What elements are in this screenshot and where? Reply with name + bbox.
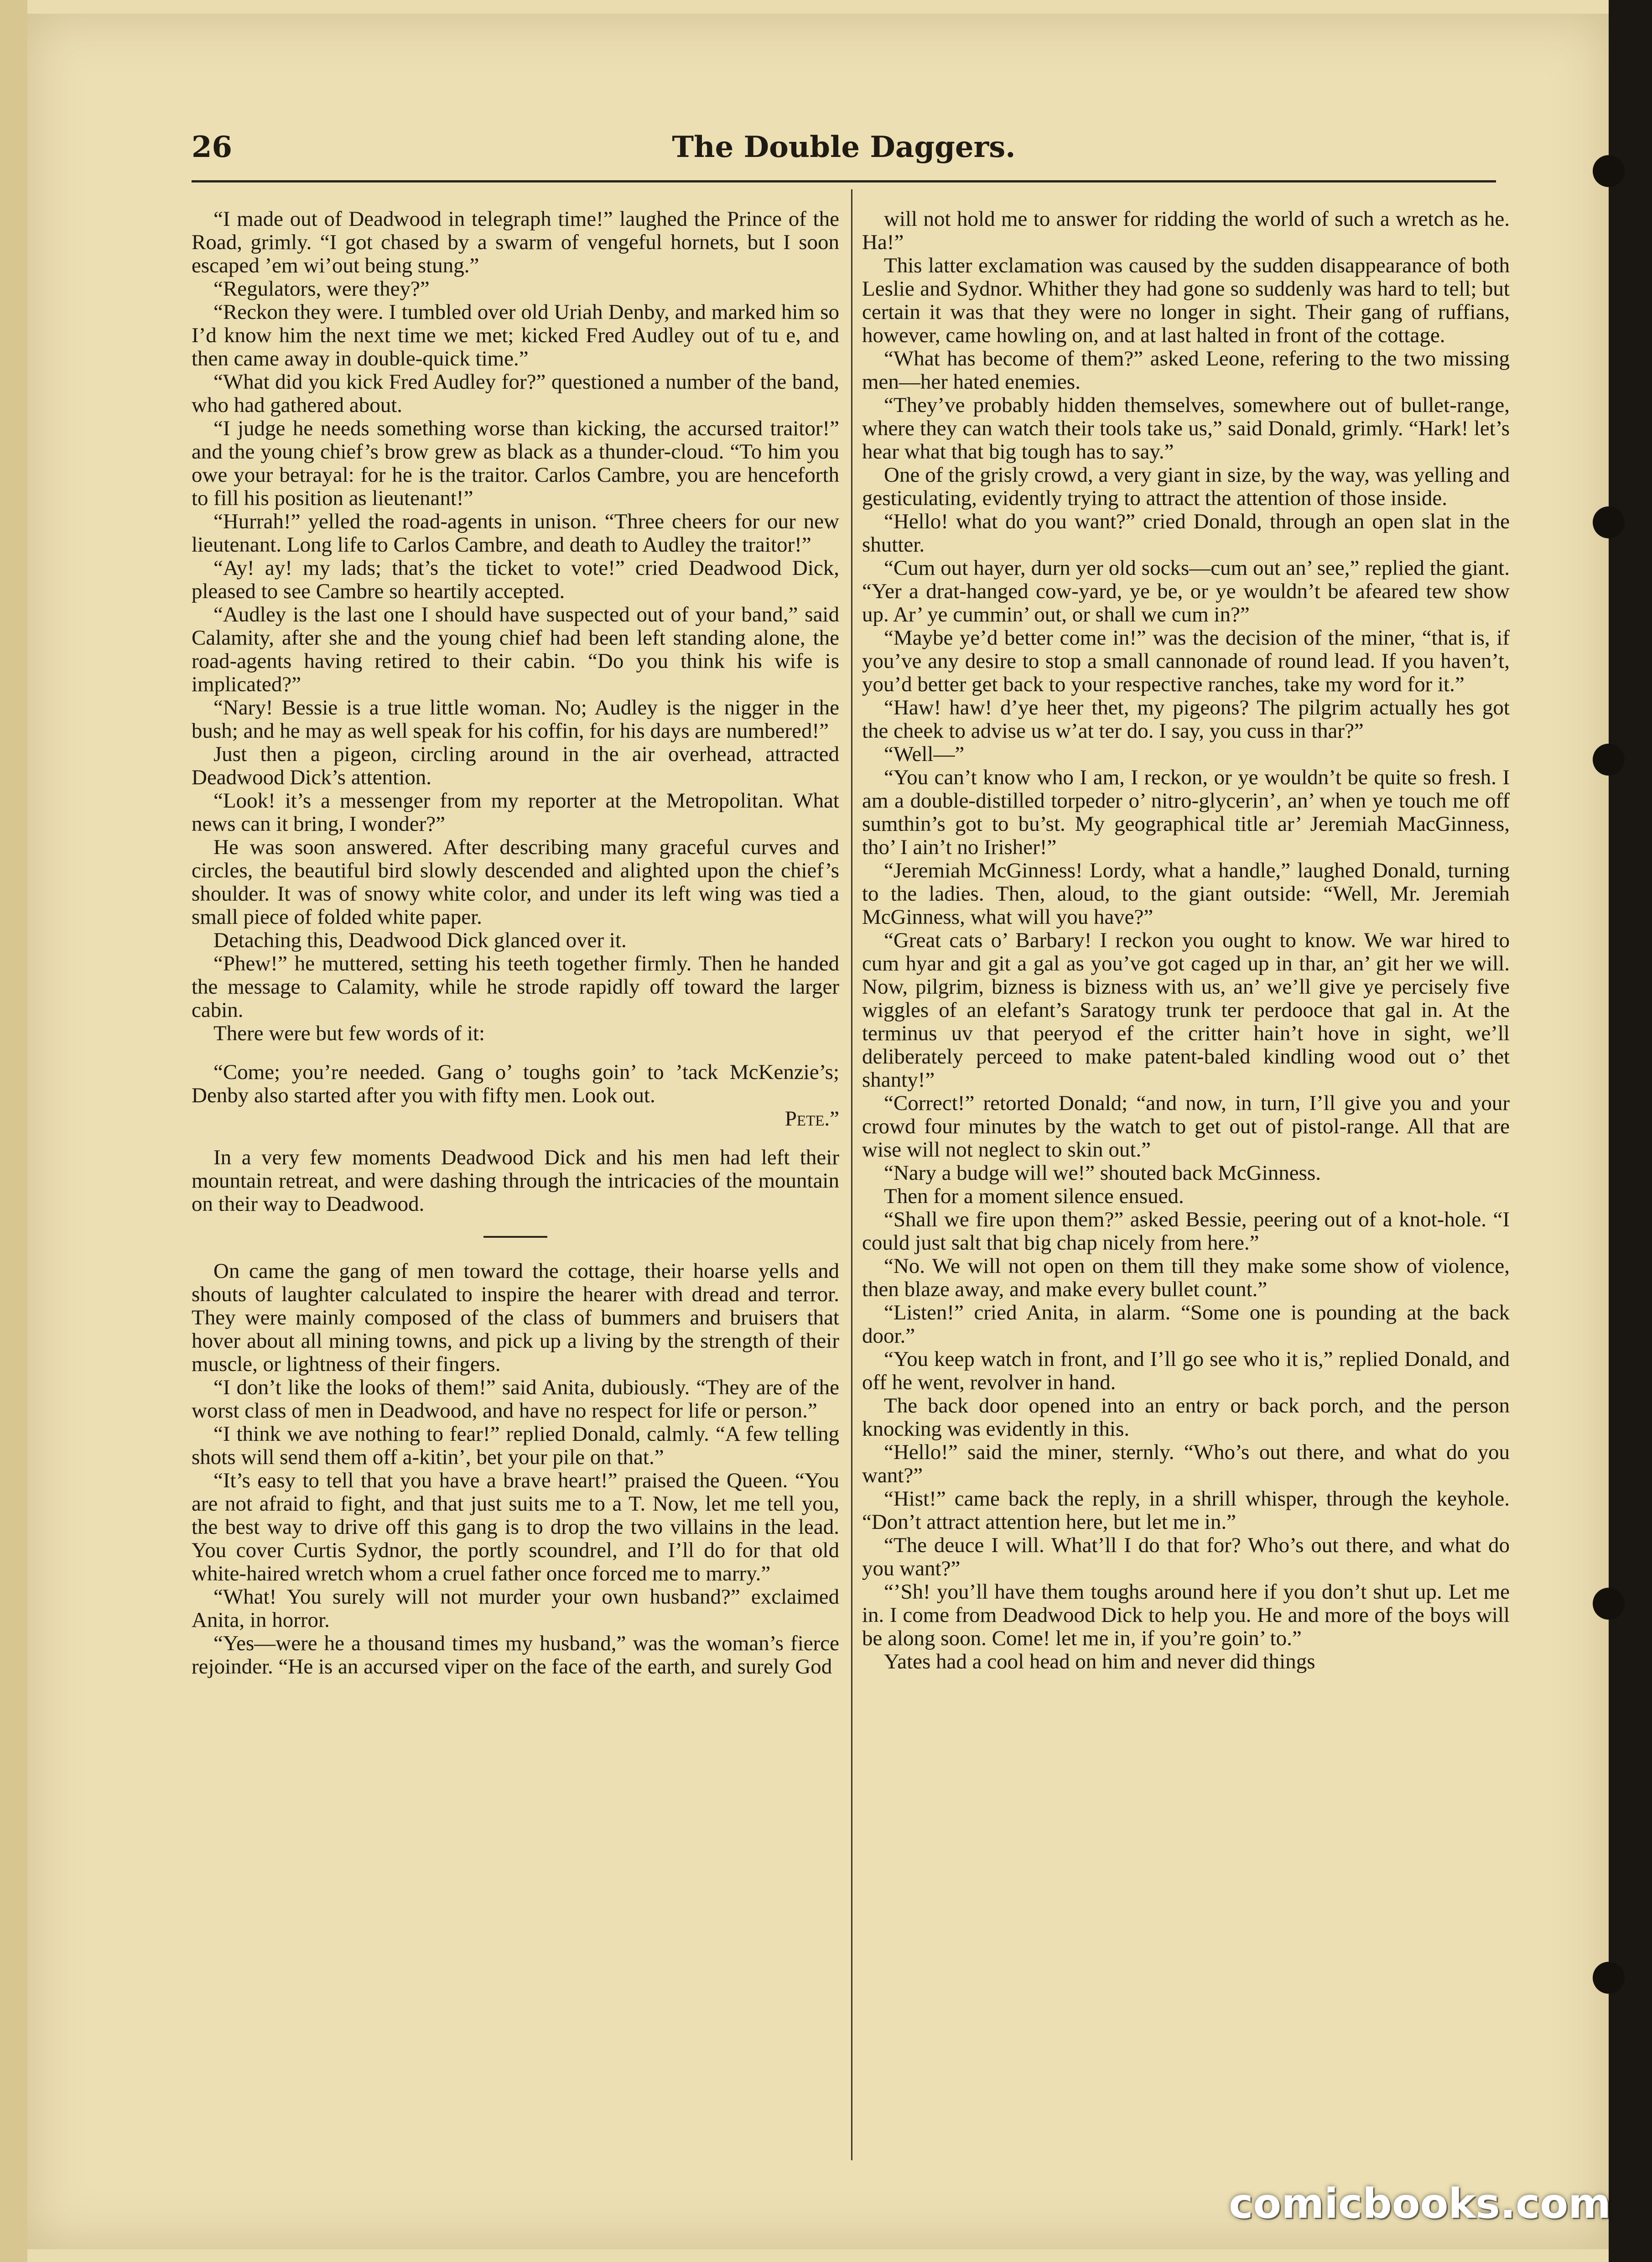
column-divider bbox=[851, 189, 852, 2160]
paragraph: “I judge he needs something worse than kicking, the accursed traitor!” and the young chief’s brow grew as black as a thunder-cloud. “To him you owe your betrayal: for he is the traitor. Carlos Cambre, you are henceforth to fill his position as lieutenant!” bbox=[192, 417, 839, 510]
paragraph: “Well—” bbox=[884, 742, 965, 766]
paragraph: “It’s easy to tell that you have a brave heart!” praised the Queen. “You are not afraid to fight, and that just suits me to a T. Now, let me tell you, the best way to drive off this gang is to drop the two villains in the lead. You cover Curtis Sydnor, the portly scoundrel, and I’ll do for that old white-haired wretch whom a cruel father once forced me to marry.” bbox=[192, 1469, 839, 1585]
paragraph: “Shall we fire upon them?” asked Bessie, peering out of a knot-hole. “I could just salt that big chap nicely from here.” bbox=[862, 1208, 1510, 1255]
page-number: 26 bbox=[192, 130, 233, 164]
right-paragraphs bbox=[862, 208, 1510, 1673]
paragraph: “What has become of them?” asked Leone, refering to the two missing men—her hated enemies. bbox=[862, 347, 1510, 394]
paragraph: “Maybe ye’d better come in!” was the decision of the miner, “that is, if you’ve any desire to stop a small cannonade of round lead. If you haven’t, you’d better get back to your respective ranches, take my word for it.” bbox=[862, 626, 1510, 696]
binding-hole-icon bbox=[1593, 506, 1625, 538]
paragraph: “Great cats o’ Barbary! I reckon you ought to know. We war hired to cum hyar and git a gal as you’ve got caged up in thar, an’ git her we will. Now, pilgrim, bizness is bizness with us, an’ we’ll give ye percisely five wiggles of an elefant’s Saratogy trunk ter perdooce that gal in. At the terminus uv that peeryod ef the critter hain’t hove in sight, we’ll deliberately perceed to make patent-baled kindling wood out o’ thet shanty!” bbox=[862, 928, 1510, 1092]
paragraph: “Ay! ay! my lads; that’s the ticket to vote!” cried Deadwood Dick, pleased to see Cambre so heartily accepted. bbox=[192, 556, 839, 603]
paragraph: “Nary a budge will we!” shouted back McGinness. bbox=[884, 1161, 1321, 1185]
paragraph: There were but few words of it: bbox=[213, 1022, 485, 1045]
running-title: The Double Daggers. bbox=[672, 130, 1016, 164]
section-divider bbox=[483, 1236, 547, 1238]
paragraph: The back door opened into an entry or back porch, and the person knocking was evidently in this. bbox=[862, 1394, 1510, 1441]
left-section-two bbox=[192, 1260, 839, 1678]
paragraph: “Hello!” said the miner, sternly. “Who’s out there, and what do you want?” bbox=[862, 1440, 1510, 1487]
paragraph: “Cum out hayer, durn yer old socks—cum out an’ see,” replied the giant. “Yer a drat-hanged cow-yard, ye be, or ye wouldn’t be afeared tew show up. Ar’ ye cummin’ out, or shall we cum in?” bbox=[862, 556, 1510, 626]
paragraph: “No. We will not open on them till they make some show of violence, then blaze away, and make every bullet count.” bbox=[862, 1254, 1510, 1301]
paragraph: “I don’t like the looks of them!” said Anita, dubiously. “They are of the worst class of men in Deadwood, and have no respect for life or person.” bbox=[192, 1376, 839, 1423]
paragraph: will not hold me to answer for ridding the world of such a wretch as he. Ha!” bbox=[862, 208, 1510, 254]
paragraph: “Regulators, were they?” bbox=[213, 277, 430, 301]
left-column bbox=[192, 208, 839, 2156]
binding-hole-icon bbox=[1593, 1588, 1625, 1620]
header-rule bbox=[192, 180, 1496, 182]
message-text: “Come; you’re needed. Gang o’ toughs goin’ to ’tack McKenzie’s; Denby also started after you with fifty men. Look out. bbox=[192, 1060, 839, 1107]
paragraph: “Yes—were he a thousand times my husband,” was the woman’s fierce rejoinder. “He is an accursed viper on the face of the earth, and surely God bbox=[192, 1631, 839, 1678]
paragraph: Yates had a cool head on him and never did things bbox=[884, 1650, 1315, 1673]
paragraph: Just then a pigeon, circling around in the air overhead, attracted Deadwood Dick’s attention. bbox=[192, 742, 839, 789]
paragraph: One of the grisly crowd, a very giant in size, by the way, was yelling and gesticulating, evidently trying to attract the attention of those inside. bbox=[862, 463, 1510, 510]
page-edge-right bbox=[1609, 0, 1652, 2262]
paragraph: “Look! it’s a messenger from my reporter at the Metropolitan. What news can it bring, I wonder?” bbox=[192, 789, 839, 836]
paragraph: “Reckon they were. I tumbled over old Uriah Denby, and marked him so I’d know him the next time we met; kicked Fred Audley out of tu e, and then came away in double-quick time.” bbox=[192, 300, 839, 370]
right-column bbox=[862, 208, 1510, 2156]
paragraph: On came the gang of men toward the cottage, their hoarse yells and shouts of laughter calculated to inspire the hearer with dread and terror. They were mainly composed of the class of bummers and bruisers that hover about all mining towns, and pick up a living by the strength of their muscle, or lightness of their fingers. bbox=[192, 1259, 839, 1376]
paragraph: “I made out of Deadwood in telegraph time!” laughed the Prince of the Road, grimly. “I got chased by a swarm of vengeful hornets, but I soon escaped ’em wi’out being stung.” bbox=[192, 208, 839, 277]
paragraph: He was soon answered. After describing many graceful curves and circles, the beautiful bird slowly descended and alighted upon the chief’s shoulder. It was of snowy white color, and under its left wing was tied a small piece of folded white paper. bbox=[192, 835, 839, 929]
left-paragraphs bbox=[192, 208, 839, 1045]
paragraph: “They’ve probably hidden themselves, somewhere out of bullet-range, where they can watch their tools take us,” said Donald, grimly. “Hark! let’s hear what that big tough has to say.” bbox=[862, 393, 1510, 464]
paragraph: “Audley is the last one I should have suspected out of your band,” said Calamity, after she and the young chief had been left standing alone, the road-agents having retired to their cabin. “Do you think his wife is implicated?” bbox=[192, 603, 839, 696]
paragraph: “Phew!” he muttered, setting his teeth together firmly. Then he handed the message to Calamity, while he strode rapidly off toward the larger cabin. bbox=[192, 952, 839, 1022]
pigeon-message bbox=[192, 1061, 839, 1131]
paragraph: “What did you kick Fred Audley for?” questioned a number of the band, who had gathered about. bbox=[192, 370, 839, 417]
paragraph: “The deuce I will. What’ll I do that for? Who’s out there, and what do you want?” bbox=[862, 1533, 1510, 1580]
paragraph: This latter exclamation was caused by the sudden disappearance of both Leslie and Sydnor. Whither they had gone so suddenly was hard to tell; but certain it was that they were no longer in sight. Their gang of ruffians, however, came howling on, and at last halted in front of the cottage. bbox=[862, 254, 1510, 347]
message-signature: Pete.” bbox=[784, 1107, 839, 1131]
paragraph: “Correct!” retorted Donald; “and now, in turn, I’ll give you and your crowd four minutes by the watch to get out of pistol-range. All that are wise will not neglect to skin out.” bbox=[862, 1091, 1510, 1162]
paragraph: “Nary! Bessie is a true little woman. No; Audley is the nigger in the bush; and he may as well speak for his coffin, for his days are numbered!” bbox=[192, 696, 839, 743]
paragraph: “You can’t know who I am, I reckon, or ye wouldn’t be quite so fresh. I am a double-distilled torpeder o’ nitro-glycerin’, an’ when ye touch me off sumthin’s got to bu’st. My geographical title ar’ Jeremiah MacGinness, tho’ I ain’t no Irisher!” bbox=[862, 766, 1510, 859]
paragraph: “’Sh! you’ll have them toughs around here if you don’t shut up. Let me in. I come from Deadwood Dick to help you. He and more of the boys will be along soon. Come! let me in, if you’re goin’ to.” bbox=[862, 1580, 1510, 1650]
watermark-logo: comicbooks.com bbox=[1229, 2180, 1611, 2228]
paragraph: “Haw! haw! d’ye heer thet, my pigeons? The pilgrim actually hes got the cheek to advise us w’at ter do. I say, you cuss in thar?” bbox=[862, 696, 1510, 743]
paragraph: “Hist!” came back the reply, in a shrill whisper, through the keyhole. “Don’t attract attention here, but let me in.” bbox=[862, 1487, 1510, 1534]
binding-hole-icon bbox=[1593, 744, 1625, 776]
paragraph: “What! You surely will not murder your own husband?” exclaimed Anita, in horror. bbox=[192, 1585, 839, 1632]
page-gutter-left bbox=[0, 0, 27, 2262]
page-header bbox=[192, 130, 1496, 167]
paragraph: “I think we ave nothing to fear!” replied Donald, calmly. “A few telling shots will send them off a-kitin’, bet your pile on that.” bbox=[192, 1422, 839, 1469]
paragraph: “You keep watch in front, and I’ll go see who it is,” replied Donald, and off he went, revolver in hand. bbox=[862, 1347, 1510, 1394]
paragraph: “Listen!” cried Anita, in alarm. “Some one is pounding at the back door.” bbox=[862, 1301, 1510, 1348]
paragraph: “Hurrah!” yelled the road-agents in unison. “Three cheers for our new lieutenant. Long life to Carlos Cambre, and death to Audley the traitor!” bbox=[192, 510, 839, 557]
paragraph: Then for a moment silence ensued. bbox=[884, 1184, 1184, 1208]
paragraph: Detaching this, Deadwood Dick glanced over it. bbox=[213, 928, 627, 952]
paragraph: In a very few moments Deadwood Dick and his men had left their mountain retreat, and were dashing through the intricacies of the mountain on their way to Deadwood. bbox=[192, 1146, 839, 1216]
paragraph: “Jeremiah McGinness! Lordy, what a handle,” laughed Donald, turning to the ladies. Then, aloud, to the giant outside: “Well, Mr. Jeremiah McGinness, what will you have?” bbox=[862, 859, 1510, 929]
paragraph: “Hello! what do you want?” cried Donald, through an open slat in the shutter. bbox=[862, 510, 1510, 557]
binding-hole-icon bbox=[1593, 155, 1625, 187]
binding-hole-icon bbox=[1593, 1962, 1625, 1994]
